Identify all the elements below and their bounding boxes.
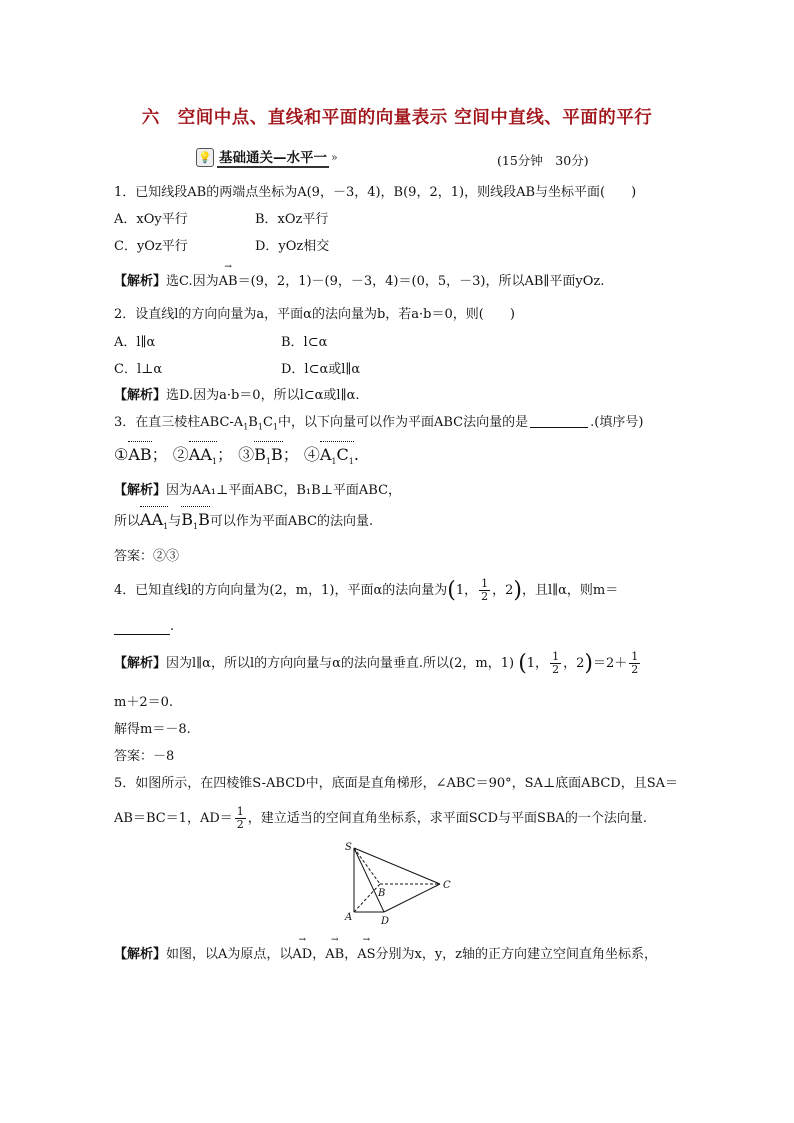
q1-stem: 1．已知线段AB的两端点坐标为A(9，－3，4)，B(9，2，1)，则线段AB与坐标平面( ) (114, 185, 637, 200)
section-badge (196, 147, 338, 167)
label-C: C (443, 880, 451, 891)
q2-stem: 2．设直线l的方向向量为a，平面α的法向量为b，若a·b＝0，则( ) (114, 307, 515, 322)
q1-solution: 【解析】选C.因为AB →＝(9，2，1)－(9，－3，4)＝(0，5，－3)，所以AB∥平面yOz. (114, 270, 604, 289)
q3-solution-1: 【解析】因为AA₁⊥平面ABC，B₁B⊥平面ABC， (114, 483, 402, 498)
q5-solution: 【解析】如图，以A为原点，以AD →，AB →，AS →分别为x，y，z轴的正方向建立空间直角坐标系， (114, 943, 657, 962)
q4-blank-line: . (114, 619, 174, 635)
label-A: A (345, 912, 353, 923)
q2-solution: 【解析】选D.因为a·b＝0，所以l⊂α或l∥α. (114, 388, 360, 403)
q4-solution-1: 【解析】因为l∥α，所以l的方向向量与α的法向量垂直.所以(2，m，1) (1， $\frac{1}{2}$ ，2)＝2＋ $\frac{1}{2}$ (114, 650, 639, 676)
q4-solution-2: m＋2＝0. (114, 695, 174, 710)
answer-blank (114, 619, 170, 635)
q3-answer: 答案：②③ (114, 549, 180, 564)
edge-SD (354, 848, 384, 912)
q1-options-row2: C．yOz平行 D．yOz相交 (114, 239, 330, 254)
q2-options-row2: C．l⊥α D．l⊂α或l∥α (114, 362, 361, 377)
q1-options-row1: A．xOy平行 B．xOz平行 (114, 212, 329, 227)
vector-AB: AB → (219, 274, 238, 289)
q2-options-row1: A．l∥α B．l⊂α (114, 335, 328, 350)
double-chevron-icon: » (331, 150, 338, 164)
q4-stem: 4．已知直线l的方向向量为(2，m，1)，平面α的法向量为(1， $\frac{1}{2}$ ，2)，且l∥α，则m＝ (114, 577, 619, 603)
q5-stem-2: AB＝BC＝1，AD＝ $\frac{1}{2}$ ，建立适当的空间直角坐标系，求平面SCD与平面SBA的一个法向量. (114, 805, 648, 831)
label-S: S (345, 842, 352, 853)
label-B: B (378, 888, 386, 899)
q4-answer: 答案：－8 (114, 749, 175, 764)
q3-stem: 3．在直三棱柱ABC-$A_1B_1C_1$中，以下向量可以作为平面ABC法向量的是 .(填序号) (114, 415, 644, 432)
edge-AB (354, 884, 380, 912)
edge-DC (384, 884, 440, 912)
q3-vector-list: ①AB； $②AA_1$； $③B_1B$； $④A_1C_1$. (114, 445, 359, 467)
answer-blank (530, 427, 588, 428)
lightbulb-icon: 💡 (196, 148, 214, 167)
section-label: 基础通关—水平一 (217, 146, 329, 168)
time-limit: (15分钟 30分) (497, 153, 589, 168)
pyramid-figure (340, 840, 460, 930)
label-D: D (381, 916, 390, 927)
q5-stem-1: 5．如图所示，在四棱锥S-ABCD中，底面是直角梯形，∠ABC＝90°，SA⊥底面ABCD，且SA＝ (114, 776, 679, 791)
q3-solution-2: 所以$AA_1$与$B_1B$可以作为平面ABC的法向量. (114, 510, 374, 532)
page-title: 六 空间中点、直线和平面的向量表示 空间中直线、平面的平行 (141, 108, 653, 128)
q4-solve: 解得m＝－8. (114, 722, 191, 737)
